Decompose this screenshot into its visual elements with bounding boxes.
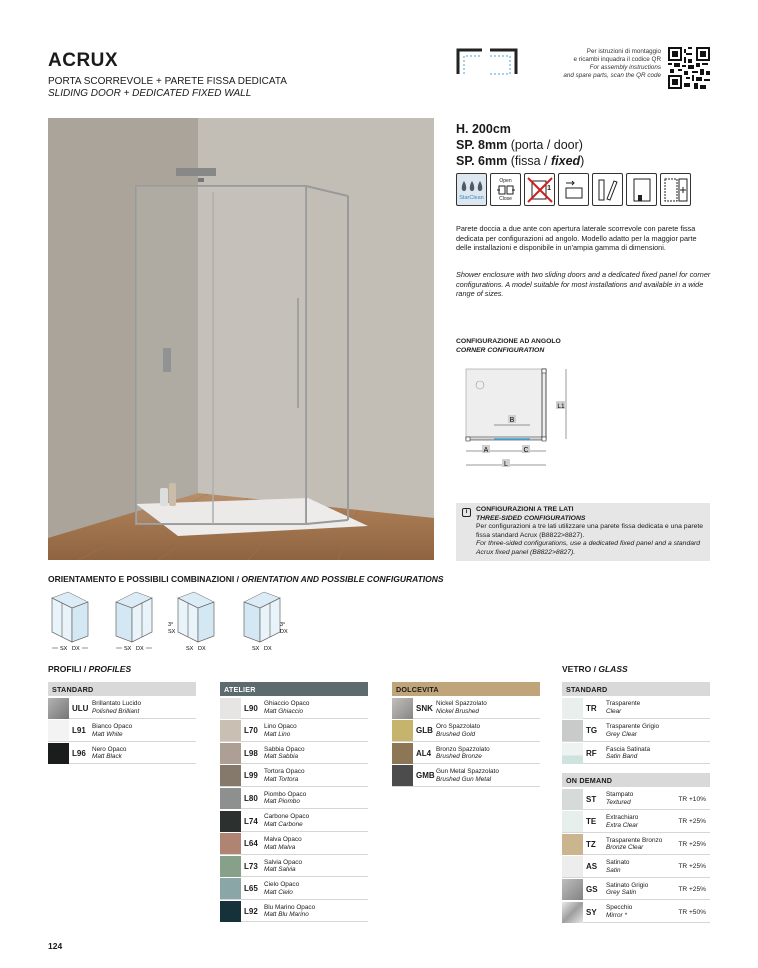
swatch-names [606,700,640,715]
swatch-surcharge: TR +10% [678,795,706,803]
swatch-name-it: Salvia Opaco [264,858,303,866]
swatch-name-en: Polished Brilliant [92,708,140,715]
swatch-chip [562,879,583,900]
swatch-surcharge: TR +25% [678,840,706,848]
svg-text:C: C [523,447,529,454]
swatch-names [264,700,309,715]
svg-text:DX: DX [72,646,80,652]
swatch-te[interactable] [562,812,710,833]
extension-icon [660,173,691,206]
swatch-code: SNK [416,703,433,713]
swatch-name-it: Cielo Opaco [264,881,300,889]
swatch-chip [562,834,583,855]
corner-configuration-diagram [456,359,576,479]
description-it: Parete doccia a due ante con apertura laterale scorrevole con parete fissa dedicata per configurazioni ad angolo. Modello adatto per la maggior parte delle installazioni e disponibile in un'ampia gamma di dimensioni. [456,224,697,253]
product-photo [48,118,434,560]
swatch-name-it: Lino Opaco [264,723,297,730]
specifications: H. 200cm SP. 8mm (porta / door) SP. 6mm (fissa / fixed) [456,122,585,168]
profiles-atelier-header: ATELIER [220,682,368,696]
swatch-chip [220,833,241,854]
swatch-name-en: Matt Black [92,753,122,761]
glass-standard-header: STANDARD [562,682,710,696]
swatch-chip [220,765,241,786]
swatch-code: L73 [244,861,258,871]
swatch-name-en: Matt Carbone [264,821,303,828]
swatch-tg[interactable] [562,721,710,742]
swatch-code: AL4 [416,748,432,758]
swatch-code: L96 [72,748,86,758]
swatch-glb[interactable] [392,721,540,742]
swatch-code: L74 [244,816,258,826]
profiles-dolcevita-header: DOLCEVITA [392,682,540,696]
swatch-name-it: Oro Spazzolato [436,723,481,730]
swatch-l74[interactable] [220,811,368,832]
swatch-names [264,723,297,738]
swatch-names [606,837,662,852]
swatch-chip [220,698,241,719]
swatch-names [606,904,632,919]
swatch-chip [392,698,413,719]
swatch-names [606,814,638,829]
swatch-name-en: Matt Ghiaccio [264,708,304,715]
swatch-name-it: Sabbia Opaco [264,745,305,753]
sliding-icon [558,173,589,206]
swatch-names [436,746,490,761]
swatch-code: ST [586,794,597,804]
swatch-code: L64 [244,839,258,849]
swatch-code: TR [586,703,597,713]
swatch-name-en: Grey Satin [606,889,637,897]
swatch-surcharge: TR +25% [678,885,706,893]
svg-text:SX: SX [124,646,132,652]
swatch-name-it: Ghiaccio Opaco [264,700,310,708]
swatch-chip [562,743,583,764]
orientation-dx-diagram [112,590,156,656]
page-number: 124 [48,941,63,951]
swatch-snk[interactable] [392,698,540,719]
swatch-name-it: Carbone Opaco [264,813,310,821]
svg-text:3°: 3° [168,622,174,628]
svg-text:SX: SX [186,646,194,652]
swatch-names [606,791,633,806]
swatch-surcharge: TR +25% [678,863,706,871]
swatch-code: L80 [244,793,258,803]
swatch-l99[interactable] [220,766,368,787]
swatch-name-it: Specchio [606,904,633,912]
swatch-chip [392,720,413,741]
swatch-code: ULU [72,703,89,713]
swatch-tr[interactable] [562,698,710,719]
svg-text:DX: DX [136,646,144,652]
swatch-chip [562,902,583,923]
info-icon: i [462,508,471,517]
swatch-name-it: Piombo Opaco [264,790,307,798]
swatch-name-it: Brillantato Lucido [92,700,142,708]
swatch-chip [220,720,241,741]
qr-instructions: Per istruzioni di montaggio e ricambi inquadra il codice QR For assembly instructions and spare parts, scan the QR code [563,48,661,79]
swatch-name-it: Extrachiaro [606,814,639,821]
swatch-l91[interactable] [48,721,196,742]
swatch-chip [220,856,241,877]
configuration-title-en: CORNER CONFIGURATION [456,347,545,354]
swatch-names [264,746,305,761]
swatch-chip [220,788,241,809]
swatch-name-it: Satinato [606,859,630,867]
swatch-chip [562,789,583,810]
profiles-title: PROFILI / PROFILES [48,664,132,674]
swatch-sy[interactable] [562,902,710,923]
open-close-icon: Open Close [490,173,521,206]
swatch-l96[interactable] [48,743,196,764]
swatch-name-en: Matt Piombo [264,798,300,806]
svg-text:A: A [483,447,489,454]
swatch-name-en: Bronze Clear [606,844,644,852]
swatch-chip [562,698,583,719]
reversible-icon: 1 [524,173,555,206]
swatch-name-it: Gun Metal Spazzolato [436,768,499,776]
orientation-title: ORIENTAMENTO E POSSIBILI COMBINAZIONI / ORIENTATION AND POSSIBLE CONFIGURATIONS [48,574,444,584]
glass-title: VETRO / GLASS [562,664,628,674]
swatch-name-en: Matt Sabbia [264,753,299,761]
svg-text:B: B [509,417,515,424]
swatch-chip [392,743,413,764]
swatch-as[interactable] [562,857,710,878]
orientation-three-sided-dx-diagram [240,590,290,656]
swatch-name-en: Satin Band [606,753,638,761]
swatch-names [606,723,659,738]
swatch-l65[interactable] [220,879,368,900]
swatch-name-en: Mirror * [606,912,627,919]
swatch-names [264,813,309,828]
swatch-chip [48,698,69,719]
orientation-three-sided-sx-diagram [168,590,218,656]
svg-text:3°: 3° [280,622,286,628]
swatch-chip [392,765,413,786]
swatch-name-en: Brushed Gold [436,730,476,738]
swatch-name-en: Matt White [92,730,123,738]
swatch-names [436,768,499,783]
swatch-st[interactable] [562,789,710,810]
swatch-names [264,904,315,919]
swatch-gmb[interactable] [392,766,540,787]
glass-on-demand-header: ON DEMAND [562,773,710,787]
swatch-code: L99 [244,771,258,781]
swatch-code: GS [586,884,598,894]
swatch-chip [220,878,241,899]
swatch-l98[interactable] [220,743,368,764]
swatch-chip [220,743,241,764]
svg-text:DX: DX [280,629,288,635]
swatch-name-en: Satin [606,866,621,874]
swatch-code: TG [586,726,598,736]
orientation-diagrams [48,590,348,658]
swatch-chip [48,743,69,764]
description-en: Shower enclosure with two sliding doors and a dedicated fixed panel for corner configurations. A model suitable for most installations and available in a wide range of sizes. [456,270,711,299]
swatch-names [436,700,487,715]
svg-text:L1: L1 [557,403,565,410]
svg-text:SX: SX [252,646,260,652]
swatch-l70[interactable] [220,721,368,742]
product-title: ACRUX [48,50,119,71]
svg-text:DX: DX [198,646,206,652]
swatch-names [606,859,629,874]
swatch-name-en: Nickel Brushed [436,708,479,715]
swatch-code: L70 [244,726,258,736]
swatch-code: RF [586,748,597,758]
qr-code-icon[interactable] [668,47,710,89]
swatch-name-it: Bronzo Spazzolato [436,745,490,753]
swatch-names [264,859,302,874]
swatch-name-en: Matt Malva [264,843,296,851]
subtitle-it: PORTA SCORREVOLE + PARETE FISSA DEDICATA [48,76,287,87]
swatch-rf[interactable] [562,743,710,764]
starclean-icon: StarClean [456,173,487,206]
swatch-name-it: Malva Opaco [264,836,302,843]
swatch-name-it: Trasparente Grigio [606,723,660,730]
three-sided-note: i CONFIGURAZIONI A TRE LATI THREE-SIDED CONFIGURATIONS Per configurazioni a tre lati utilizzare una parete fissa dedicata e una parete fissa standard Acrux (B8822>8827). For three-sided configurations, use a dedicated fixed panel and a standard Acrux fixed panel (B8822>8827). [456,503,710,561]
swatch-names [264,791,306,806]
swatch-l90[interactable] [220,698,368,719]
svg-text:L: L [504,461,508,468]
swatch-surcharge: TR +50% [678,908,706,916]
swatch-name-it: Blu Marino Opaco [264,903,316,911]
swatch-name-en: Grey Clear [606,730,637,738]
swatch-name-it: Trasparente Bronzo [606,836,663,844]
swatch-chip [562,856,583,877]
frame-profile-icon [456,46,520,76]
swatch-name-en: Textured [606,799,631,806]
swatch-name-it: Tortora Opaco [264,768,305,776]
feature-icons [456,173,691,206]
swatch-name-it: Stampato [606,791,634,799]
svg-text:DX: DX [264,646,272,652]
swatch-chip [48,720,69,741]
swatch-gs[interactable] [562,879,710,900]
swatch-code: AS [586,862,598,872]
swatch-name-it: Fascia Satinata [606,745,651,753]
swatch-code: TE [586,817,597,827]
swatch-surcharge: TR +25% [678,818,706,826]
swatch-chip [562,720,583,741]
swatch-name-en: Brushed Bronze [436,753,482,761]
swatch-names [264,768,305,783]
svg-text:SX: SX [60,646,68,652]
profiles-standard-header: STANDARD [48,682,196,696]
swatch-name-en: Matt Lino [264,730,291,738]
swatch-l64[interactable] [220,834,368,855]
swatch-code: SY [586,907,597,917]
orientation-sx-dx-diagram [48,590,92,656]
subtitle-en: SLIDING DOOR + DEDICATED FIXED WALL [48,88,252,99]
swatch-l80[interactable] [220,788,368,809]
swatch-names [264,881,299,896]
swatch-l92[interactable] [220,901,368,922]
swatch-names [264,836,302,851]
tilt-panel-icon [592,173,623,206]
swatch-name-it: Trasparente [606,700,641,708]
swatch-names [92,746,126,761]
swatch-name-en: Matt Cielo [264,888,293,896]
swatch-name-it: Nero Opaco [92,745,127,753]
swatch-tz[interactable] [562,834,710,855]
swatch-name-en: Extra Clear [606,821,638,829]
swatch-names [436,723,480,738]
swatch-l73[interactable] [220,856,368,877]
swatch-names [92,700,141,715]
swatch-name-en: Matt Blu Marino [264,911,309,919]
swatch-names [606,882,648,897]
swatch-ulu[interactable] [48,698,196,719]
swatch-name-en: Brushed Gun Metal [436,775,492,783]
swatch-name-it: Satinato Grigio [606,881,649,889]
swatch-code: L92 [244,906,258,916]
swatch-code: GMB [416,771,435,781]
fixed-panel-icon [626,173,657,206]
swatch-chip [220,811,241,832]
swatch-chip [220,901,241,922]
svg-text:SX: SX [168,629,176,635]
swatch-code: GLB [416,726,433,736]
swatch-code: TZ [586,839,596,849]
swatch-name-it: Nickel Spazzolato [436,700,487,708]
swatch-name-en: Matt Tortora [264,775,299,783]
swatch-code: L91 [72,726,86,736]
swatch-name-it: Bianco Opaco [92,723,133,730]
swatch-names [606,746,650,761]
swatch-name-en: Matt Salvia [264,866,296,874]
swatch-code: L90 [244,703,258,713]
configuration-title-it: CONFIGURAZIONE AD ANGOLO [456,338,561,345]
swatch-name-en: Clear [606,708,622,715]
swatch-al4[interactable] [392,743,540,764]
swatch-code: L98 [244,748,258,758]
swatch-code: L65 [244,884,258,894]
swatch-chip [562,811,583,832]
swatch-names [92,723,132,738]
